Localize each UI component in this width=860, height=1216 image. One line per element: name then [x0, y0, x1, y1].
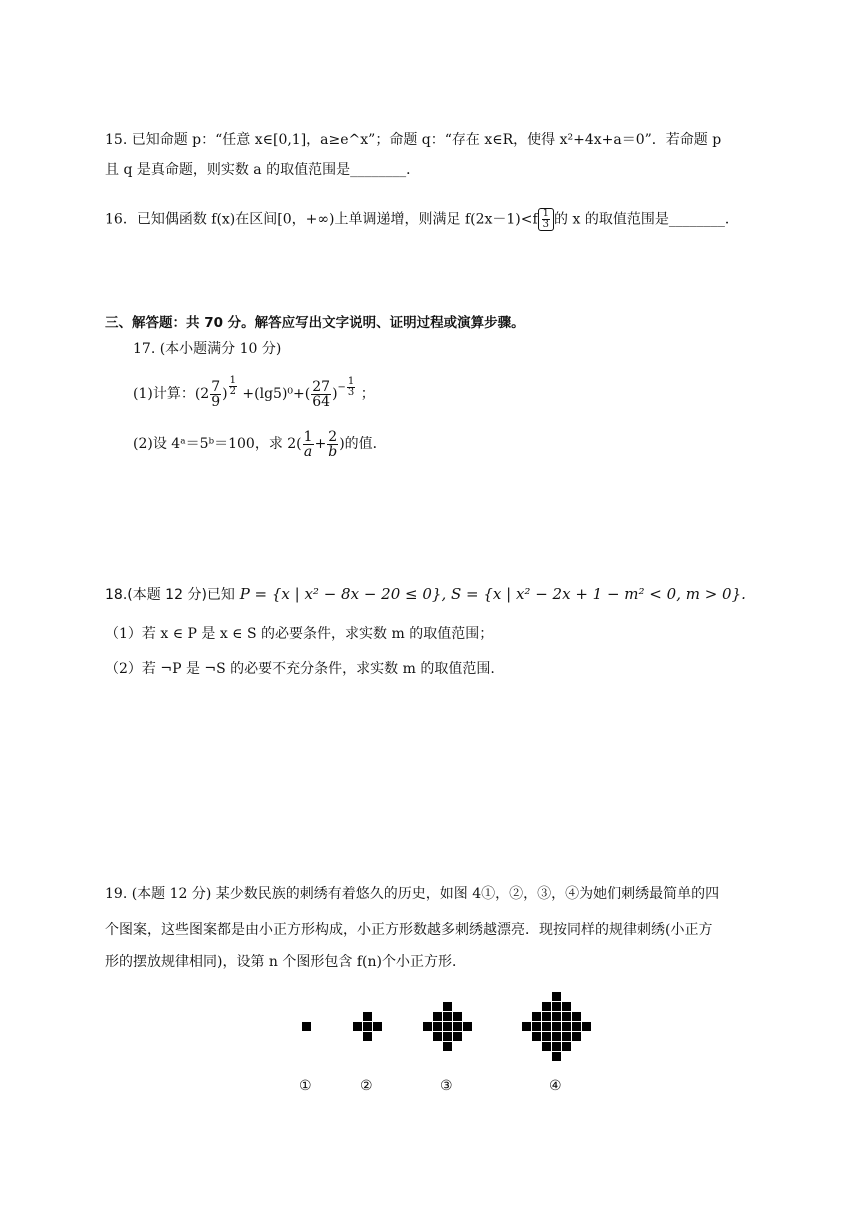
embroidery-square: [433, 1022, 442, 1031]
embroidery-square: [542, 1042, 551, 1051]
q17-exp2: [337, 376, 357, 398]
q17-exp1-num: 1: [229, 374, 236, 386]
figure-label: ①: [299, 1078, 312, 1094]
embroidery-square: [552, 1012, 561, 1021]
q17-p2-f2-num: 2: [328, 428, 338, 445]
embroidery-square: [373, 1022, 382, 1031]
q18-header: 18.(本题 12 分)已知: [105, 587, 235, 603]
q17-frac-den: 64: [312, 393, 331, 410]
embroidery-square: [572, 1012, 581, 1021]
q17-p2-f1-num: 1: [303, 428, 313, 445]
q17-part-1: (1)计算：(2 $\frac{7}{9}$ ) $\frac{1}{2}$ +(lg5)⁰+( $\frac{27}{64}$ )$^{- \frac{1}{3}}$ ；: [133, 374, 375, 410]
q16-frac-num: 1: [542, 208, 550, 219]
q17-exp2-sign: −: [337, 382, 346, 393]
embroidery-square: [453, 1012, 462, 1021]
q16-bracket: [538, 208, 554, 231]
section-3-title: 三、解答题：共 70 分。解答应写出文字说明、证明过程或演算步骤。: [105, 315, 525, 331]
q17-exp2-den: 3: [347, 387, 355, 398]
embroidery-square: [532, 1032, 541, 1041]
q15-line-1: 15. 已知命题 p：“任意 x∈[0,1]，a≥e^x”；命题 q：“存在 x∈R，使得 x²+4x+a＝0”．若命题 p: [105, 132, 722, 148]
q16-fraction: [542, 209, 550, 230]
embroidery-square: [433, 1032, 442, 1041]
embroidery-square: [572, 1022, 581, 1031]
q16-prefix: 16．已知偶函数 f(x)在区间[0，+∞)上单调递增，则满足 f(2x－1)<f: [105, 211, 538, 228]
embroidery-square: [363, 1012, 372, 1021]
embroidery-square: [552, 1002, 561, 1011]
embroidery-square: [453, 1032, 462, 1041]
q17-p2-plus: +: [314, 436, 327, 452]
embroidery-square: [582, 1022, 591, 1031]
embroidery-square: [562, 1002, 571, 1011]
embroidery-square: [363, 1022, 372, 1031]
figure-label: ②: [360, 1078, 373, 1094]
q17-p2-frac-1: [303, 430, 314, 459]
q17-p2-suffix: )的值．: [339, 436, 387, 452]
q15-line-2: 且 q 是真命题，则实数 a 的取值范围是________．: [105, 162, 421, 178]
q17-p2-frac-2: [327, 430, 338, 459]
embroidery-square: [542, 1022, 551, 1031]
q16-line: [105, 208, 739, 231]
embroidery-square: [532, 1022, 541, 1031]
embroidery-square: [443, 1032, 452, 1041]
embroidery-square: [542, 1002, 551, 1011]
embroidery-square: [552, 1052, 561, 1061]
figure-label: ④: [549, 1078, 562, 1094]
q18-header-line: [105, 584, 746, 605]
q19-line-1: 19. (本题 12 分) 某少数民族的刺绣有着悠久的历史，如图 4①，②，③，④为她们刺绣最简单的四: [105, 886, 720, 902]
embroidery-square: [542, 1012, 551, 1021]
embroidery-square: [572, 1032, 581, 1041]
q17-mixed-num: 7: [211, 378, 221, 395]
q17-exp1-den: 2: [229, 385, 236, 397]
embroidery-square: [562, 1032, 571, 1041]
embroidery-square: [443, 1042, 452, 1051]
q19-line-3: 形的摆放规律相同)，设第 n 个图形包含 f(n)个小正方形．: [105, 954, 466, 970]
q17-p1-end: ；: [360, 386, 375, 402]
q16-frac-den: 3: [542, 219, 550, 230]
q17-p1-mid: +(lg5)⁰+(: [242, 386, 311, 402]
embroidery-square: [562, 1012, 571, 1021]
q17-mixed-den: 9: [211, 393, 221, 410]
q17-p2-f1-den: a: [303, 443, 313, 460]
figure-label: ③: [440, 1078, 453, 1094]
embroidery-square: [443, 1012, 452, 1021]
q18-part-1: （1）若 x ∈ P 是 x ∈ S 的必要条件，求实数 m 的取值范围；: [105, 626, 494, 642]
embroidery-square: [562, 1022, 571, 1031]
q17-frac-27-64: [311, 380, 331, 409]
embroidery-square: [552, 1032, 561, 1041]
embroidery-square: [463, 1022, 472, 1031]
embroidery-square: [552, 992, 561, 1001]
q17-exp2-frac: [347, 377, 355, 398]
q17-exp1: [229, 376, 237, 397]
embroidery-square: [542, 1032, 551, 1041]
q18-set-p: P = {x | x² − 8x − 20 ≤ 0},: [239, 585, 447, 603]
q16-suffix: 的 x 的取值范围是________．: [554, 211, 739, 228]
embroidery-square: [522, 1022, 531, 1031]
embroidery-square: [423, 1022, 432, 1031]
embroidery-square: [353, 1022, 362, 1031]
embroidery-square: [532, 1012, 541, 1021]
embroidery-square: [552, 1022, 561, 1031]
embroidery-square: [302, 1022, 311, 1031]
q19-line-2: 个图案，这些图案都是由小正方形构成，小正方形数越多刺绣越漂亮．现按同样的规律刺绣(小正方: [105, 922, 713, 938]
q18-part-2: （2）若 ¬P 是 ¬S 的必要不充分条件，求实数 m 的取值范围.: [105, 661, 495, 677]
q17-p2-prefix: (2)设 4ᵃ＝5ᵇ＝100，求 2(: [133, 436, 302, 452]
q17-frac-num: 27: [312, 378, 331, 395]
embroidery-square: [433, 1012, 442, 1021]
embroidery-square: [453, 1022, 462, 1031]
q17-part-2: [133, 426, 387, 462]
q17-exp2-num: 1: [347, 376, 355, 387]
q17-header: 17. (本小题满分 10 分): [133, 341, 282, 357]
q17-mixed-frac: [210, 380, 221, 409]
q18-set-s: S = {x | x² − 2x + 1 − m² < 0, m > 0}.: [451, 585, 746, 603]
embroidery-square: [552, 1042, 561, 1051]
embroidery-square: [443, 1002, 452, 1011]
q17-p1-prefix: (1)计算：(2: [133, 386, 210, 402]
q17-p2-f2-den: b: [328, 443, 338, 460]
embroidery-square: [562, 1042, 571, 1051]
embroidery-square: [443, 1022, 452, 1031]
embroidery-square: [363, 1032, 372, 1041]
